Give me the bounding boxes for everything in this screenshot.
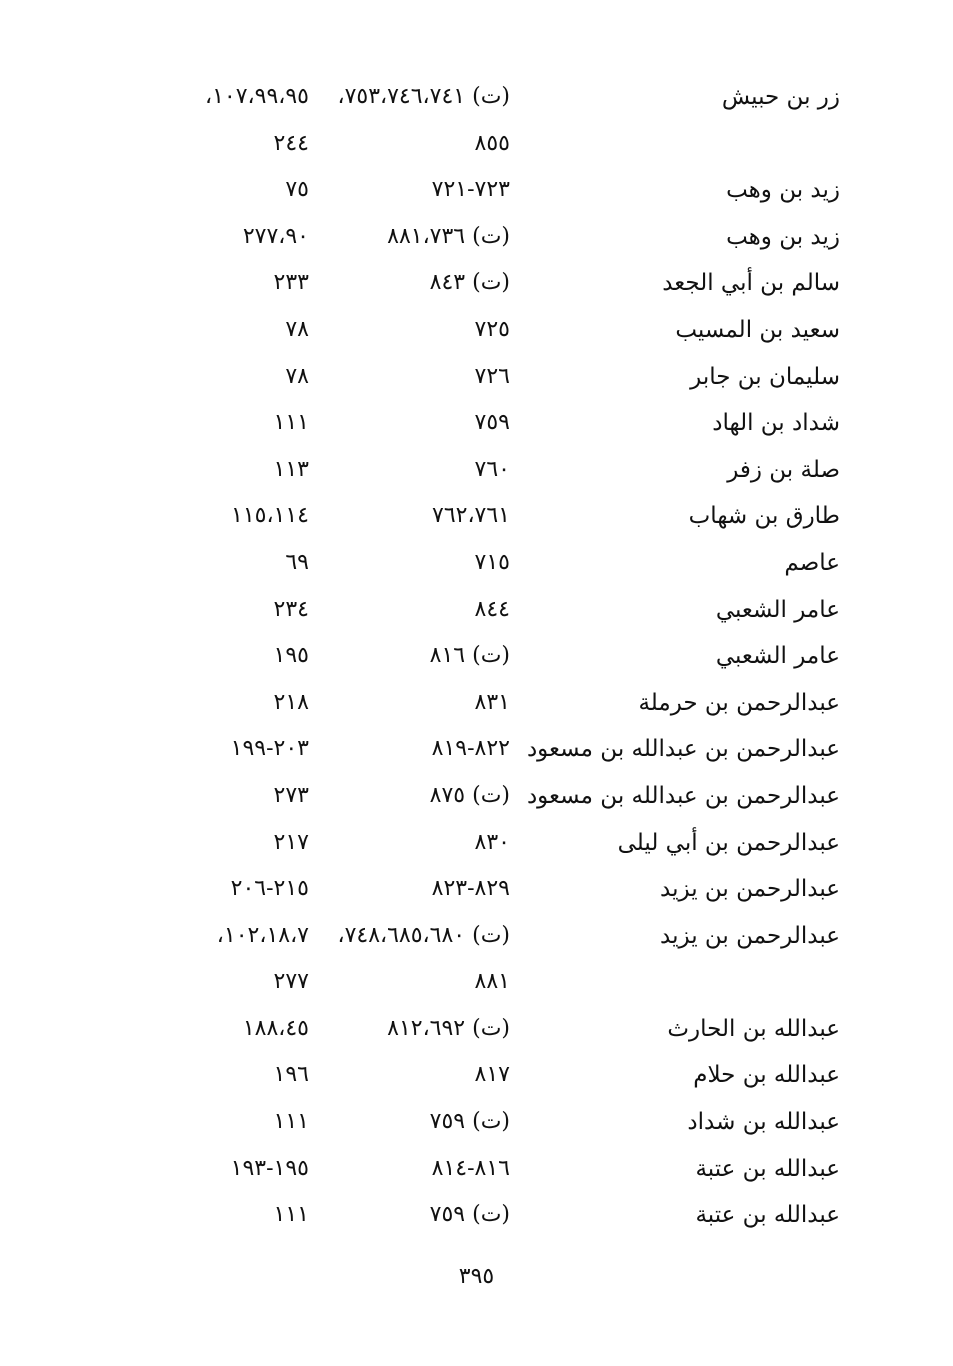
- narrator-name: سعيد بن المسيب: [675, 316, 840, 343]
- page-references: ١٩٥-١٩٣: [230, 1155, 309, 1181]
- narrator-name: عبدالله بن الحارث: [667, 1015, 840, 1042]
- page-references: ١٠٢،١٨،٧،: [216, 922, 309, 948]
- index-row: [0, 307, 953, 354]
- hadith-numbers: ٨١٦-٨١٤: [431, 1155, 510, 1181]
- hadith-numbers: ٧٦٠: [474, 456, 510, 482]
- index-row: [0, 493, 953, 540]
- index-row: [0, 260, 953, 307]
- index-row: [0, 167, 953, 214]
- hadith-numbers: ٧٢٥: [474, 316, 510, 342]
- page-references: ٦٩: [285, 549, 309, 575]
- hadith-numbers: ٧٦٢،٧٦١: [432, 503, 510, 529]
- index-row: [0, 1192, 953, 1239]
- narrator-name: عامر الشعبي: [715, 643, 840, 670]
- hadith-numbers: ٧١٥: [474, 549, 510, 575]
- page-references: ١١١: [273, 1109, 309, 1135]
- index-row: [0, 773, 953, 820]
- page-references: ٢١٧: [273, 829, 309, 855]
- narrator-name: سليمان بن جابر: [690, 363, 840, 390]
- hadith-numbers: (ت) ٧٥٩: [429, 1109, 510, 1135]
- index-row: [0, 866, 953, 913]
- hadith-numbers: (ت) ٨٤٣: [429, 270, 510, 296]
- page-references: ٢٠٣-١٩٩: [230, 736, 309, 762]
- page-references: ٧٨: [285, 316, 309, 342]
- page-references: ١١٣: [273, 456, 309, 482]
- narrator-name: عامر الشعبي: [715, 596, 840, 623]
- narrator-name: عاصم: [784, 549, 840, 576]
- narrator-name: عبدالله بن عتبة: [695, 1202, 840, 1229]
- page-references: ٧٥: [285, 177, 309, 203]
- hadith-numbers: (ت) ٨١٢،٦٩٢: [387, 1015, 510, 1041]
- narrator-name: زيد بن وهب: [726, 177, 840, 204]
- narrator-name: سالم بن أبي الجعد: [662, 270, 840, 297]
- index-row: [0, 587, 953, 634]
- narrator-name: عبدالله بن شداد: [687, 1109, 840, 1136]
- hadith-numbers: ٨١٧: [474, 1062, 510, 1088]
- page-references: ١٨٨،٤٥: [242, 1015, 309, 1041]
- page-references: ١٩٦: [273, 1062, 309, 1088]
- narrator-name: عبدالرحمن بن أبي ليلى: [617, 829, 840, 856]
- index-row: [0, 540, 953, 587]
- page-references: ٢٤٤: [273, 130, 309, 156]
- page-references: ١١٥،١١٤: [231, 503, 309, 529]
- index-row: [0, 74, 953, 121]
- index-row: [0, 633, 953, 680]
- page-references: ٢١٥-٢٠٦: [230, 876, 309, 902]
- hadith-numbers: (ت) ٧٤٨،٦٨٥،٦٨٠،: [337, 922, 510, 948]
- index-row: [0, 400, 953, 447]
- hadith-numbers: (ت) ٨١٦: [429, 643, 510, 669]
- index-row: [0, 820, 953, 867]
- index-row: [0, 447, 953, 494]
- hadith-numbers: (ت) ٨٨١،٧٣٦: [387, 223, 510, 249]
- page-references: ١٩٥: [273, 643, 309, 669]
- page-references: ١١١: [273, 1202, 309, 1228]
- page-references: ٢١٨: [273, 689, 309, 715]
- index-row: [0, 1146, 953, 1193]
- page-references: ١٠٧،٩٩،٩٥،: [204, 84, 309, 109]
- hadith-numbers: ٧٢٦: [474, 363, 510, 389]
- narrator-name: عبدالرحمن بن عبدالله بن مسعود: [526, 736, 840, 763]
- page-references: ٢٣٣: [273, 270, 309, 296]
- page-references: ١١١: [273, 410, 309, 436]
- page-references: ٧٨: [285, 363, 309, 389]
- hadith-numbers: (ت) ٧٥٣،٧٤٦،٧٤١،: [337, 84, 510, 109]
- narrator-name: عبدالرحمن بن يزيد: [660, 922, 840, 949]
- narrator-name: عبدالرحمن بن يزيد: [660, 876, 840, 903]
- page-references: ٢٣٤: [273, 596, 309, 622]
- hadith-numbers: (ت) ٧٥٩: [429, 1202, 510, 1228]
- hadith-numbers: ٨٨١: [474, 969, 510, 995]
- hadith-numbers: ٨٣٠: [474, 829, 510, 855]
- narrator-name: زيد بن وهب: [726, 223, 840, 250]
- index-row: [0, 680, 953, 727]
- index-row: [0, 354, 953, 401]
- page-number: ٣٩٥: [458, 1264, 495, 1289]
- hadith-numbers: ٧٥٩: [474, 410, 510, 436]
- hadith-numbers: (ت) ٨٧٥: [429, 782, 510, 808]
- narrator-name: صلة بن زفر: [727, 456, 840, 483]
- hadith-numbers: ٨٤٤: [474, 596, 510, 622]
- index-row: [0, 1006, 953, 1053]
- index-row: [0, 1099, 953, 1146]
- narrator-name: عبدالله بن عتبة: [695, 1155, 840, 1182]
- index-row: [0, 913, 953, 960]
- narrator-name: عبدالله بن حلام: [693, 1062, 840, 1089]
- narrator-name: زر بن حبيش: [721, 84, 840, 110]
- hadith-numbers: ٨٢٢-٨١٩: [431, 736, 510, 762]
- narrator-name: طارق بن شهاب: [688, 503, 840, 530]
- page-references: ٢٧٧: [273, 969, 309, 995]
- hadith-numbers: ٨٢٩-٨٢٣: [431, 876, 510, 902]
- index-row: [0, 726, 953, 773]
- narrator-name: شداد بن الهاد: [712, 410, 840, 437]
- hadith-numbers: ٨٣١: [474, 689, 510, 715]
- hadith-numbers: ٨٥٥: [474, 130, 510, 156]
- index-row: [0, 214, 953, 261]
- page-references: ٢٧٣: [273, 782, 309, 808]
- hadith-numbers: ٧٢٣-٧٢١: [431, 177, 510, 203]
- index-row: [0, 1052, 953, 1099]
- index-row: [0, 959, 953, 1006]
- index-row: [0, 121, 953, 168]
- narrator-name: عبدالرحمن بن عبدالله بن مسعود: [526, 782, 840, 809]
- page-references: ٢٧٧،٩٠: [242, 223, 309, 249]
- narrator-index-table: [0, 74, 953, 1239]
- narrator-name: عبدالرحمن بن حرملة: [638, 689, 840, 716]
